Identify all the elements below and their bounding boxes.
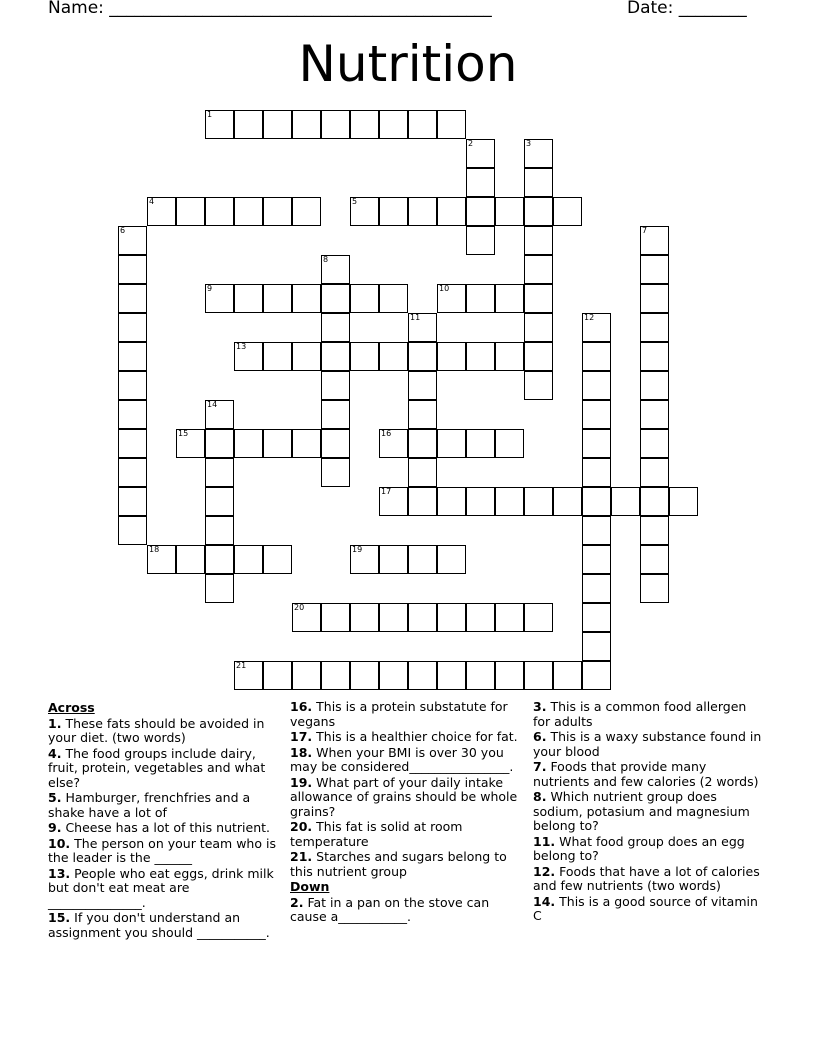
crossword-cell[interactable] — [321, 458, 350, 487]
clue-across-13: 13. People who eat eggs, drink milk but don't eat meat are _______________. — [48, 865, 274, 910]
crossword-cell[interactable] — [379, 661, 408, 690]
crossword-cell[interactable] — [118, 342, 147, 371]
crossword-cell[interactable] — [350, 110, 379, 139]
crossword-cell[interactable] — [321, 661, 350, 690]
crossword-cell[interactable] — [524, 313, 553, 342]
crossword-cell[interactable] — [234, 545, 263, 574]
crossword-cell[interactable] — [524, 342, 553, 371]
crossword-cell[interactable] — [263, 284, 292, 313]
crossword-cell[interactable] — [234, 110, 263, 139]
crossword-cell[interactable] — [234, 342, 263, 371]
crossword-cell[interactable] — [466, 429, 495, 458]
crossword-cell[interactable] — [292, 429, 321, 458]
clue-number: 2 — [468, 139, 474, 148]
crossword-cell[interactable] — [582, 487, 611, 516]
clue-number: 18 — [149, 545, 160, 554]
clue-down-7: 7. Foods that provide many nutrients and few calories (2 words) — [533, 759, 759, 789]
crossword-cell[interactable] — [408, 110, 437, 139]
crossword-cell[interactable] — [321, 110, 350, 139]
crossword-cell[interactable] — [640, 313, 669, 342]
crossword-cell[interactable] — [524, 168, 553, 197]
crossword-cell[interactable] — [321, 603, 350, 632]
crossword-cell[interactable] — [640, 400, 669, 429]
clue-across-20: 20. This fat is solid at room temperature — [290, 819, 463, 849]
crossword-cell[interactable] — [495, 603, 524, 632]
crossword-cell[interactable] — [379, 342, 408, 371]
crossword-cell[interactable] — [379, 487, 408, 516]
clue-number: 16 — [381, 429, 392, 438]
crossword-cell[interactable] — [582, 603, 611, 632]
crossword-cell[interactable] — [176, 197, 205, 226]
crossword-cell[interactable] — [437, 487, 466, 516]
crossword-cell[interactable] — [118, 516, 147, 545]
crossword-cell[interactable] — [582, 516, 611, 545]
crossword-cell[interactable] — [321, 284, 350, 313]
clue-down-6: 6. This is a waxy substance found in your blood — [533, 729, 762, 759]
clue-number: 19 — [352, 545, 363, 554]
crossword-cell[interactable] — [466, 226, 495, 255]
crossword-cell[interactable] — [379, 603, 408, 632]
crossword-cell[interactable] — [524, 661, 553, 690]
crossword-cell[interactable] — [118, 400, 147, 429]
crossword-cell[interactable] — [582, 661, 611, 690]
crossword-cell[interactable] — [205, 458, 234, 487]
clue-column-3 — [533, 700, 765, 925]
crossword-cell[interactable] — [205, 197, 234, 226]
crossword-cell[interactable] — [321, 371, 350, 400]
clue-number: 13 — [236, 342, 247, 351]
crossword-cell[interactable] — [176, 429, 205, 458]
crossword-cell[interactable] — [495, 284, 524, 313]
clue-across-5: 5. Hamburger, frenchfries and a shake have a lot of — [48, 790, 251, 820]
crossword-cell[interactable] — [263, 661, 292, 690]
clue-column-2 — [290, 700, 522, 926]
crossword-cell[interactable] — [379, 197, 408, 226]
crossword-cell[interactable] — [408, 342, 437, 371]
crossword-cell[interactable] — [524, 371, 553, 400]
crossword-cell[interactable] — [640, 284, 669, 313]
crossword-cell[interactable] — [466, 197, 495, 226]
clue-down-11: 11. What food group does an egg belong to? — [533, 833, 745, 863]
crossword-cell[interactable] — [118, 313, 147, 342]
clue-down-3: 3. This is a common food allergen for adults — [533, 699, 747, 729]
crossword-cell[interactable] — [495, 342, 524, 371]
crossword-cell[interactable] — [640, 255, 669, 284]
crossword-cell[interactable] — [118, 371, 147, 400]
clue-number: 10 — [439, 284, 450, 293]
crossword-cell[interactable] — [495, 661, 524, 690]
crossword-cell[interactable] — [205, 400, 234, 429]
down-heading: Down — [290, 879, 330, 894]
clue-down-14: 14. This is a good source of vitamin C — [533, 893, 758, 923]
crossword-cell[interactable] — [553, 487, 582, 516]
crossword-cell[interactable] — [466, 487, 495, 516]
crossword-cell[interactable] — [466, 342, 495, 371]
crossword-cell[interactable] — [495, 429, 524, 458]
crossword-cell[interactable] — [350, 603, 379, 632]
clue-across-1: 1. These fats should be avoided in your diet. (two words) — [48, 715, 265, 745]
crossword-cell[interactable] — [640, 458, 669, 487]
crossword-cell[interactable] — [640, 574, 669, 603]
crossword-cell[interactable] — [205, 110, 234, 139]
clue-across-15: 15. If you don't understand an assignment you should ___________. — [48, 910, 270, 940]
crossword-cell[interactable] — [205, 284, 234, 313]
crossword-cell[interactable] — [408, 661, 437, 690]
clue-number: 5 — [352, 197, 358, 206]
crossword-cell[interactable] — [640, 429, 669, 458]
crossword-cell[interactable] — [118, 458, 147, 487]
crossword-cell[interactable] — [118, 429, 147, 458]
crossword-cell[interactable] — [408, 458, 437, 487]
crossword-cell[interactable] — [350, 661, 379, 690]
page-title: Nutrition — [298, 35, 518, 93]
crossword-cell[interactable] — [205, 516, 234, 545]
crossword-cell[interactable] — [234, 284, 263, 313]
crossword-cell[interactable] — [234, 197, 263, 226]
clue-across-19: 19. What part of your daily intake allowance of grains should be whole grains? — [290, 774, 518, 819]
crossword-cell[interactable] — [408, 487, 437, 516]
clue-number: 12 — [584, 313, 595, 322]
crossword-cell[interactable] — [379, 110, 408, 139]
crossword-cell[interactable] — [466, 603, 495, 632]
crossword-cell[interactable] — [292, 110, 321, 139]
crossword-cell[interactable] — [437, 661, 466, 690]
crossword-cell[interactable] — [582, 429, 611, 458]
crossword-cell[interactable] — [263, 342, 292, 371]
clue-across-9: 9. Cheese has a lot of this nutrient. — [48, 820, 270, 835]
crossword-cell[interactable] — [118, 226, 147, 255]
crossword-cell[interactable] — [408, 197, 437, 226]
crossword-cell[interactable] — [205, 487, 234, 516]
crossword-cell[interactable] — [553, 661, 582, 690]
crossword-cell[interactable] — [582, 545, 611, 574]
crossword-cell[interactable] — [321, 255, 350, 284]
crossword-cell[interactable] — [582, 313, 611, 342]
crossword-cell[interactable] — [582, 400, 611, 429]
clue-number: 21 — [236, 661, 247, 670]
clue-across-17: 17. This is a healthier choice for fat. — [290, 729, 518, 744]
crossword-cell[interactable] — [640, 487, 669, 516]
crossword-cell[interactable] — [640, 545, 669, 574]
clue-number: 8 — [323, 255, 329, 264]
crossword-cell[interactable] — [582, 371, 611, 400]
clue-across-16: 16. This is a protein substatute for vegans — [290, 699, 508, 729]
crossword-cell[interactable] — [350, 545, 379, 574]
crossword-cell[interactable] — [263, 197, 292, 226]
crossword-cell[interactable] — [524, 197, 553, 226]
crossword-cell[interactable] — [640, 371, 669, 400]
crossword-cell[interactable] — [582, 458, 611, 487]
crossword-cell[interactable] — [408, 371, 437, 400]
clue-across-10: 10. The person on your team who is the leader is the ______ — [48, 835, 276, 865]
clue-number: 20 — [294, 603, 305, 612]
crossword-cell[interactable] — [408, 545, 437, 574]
crossword-cell[interactable] — [524, 255, 553, 284]
crossword-cell[interactable] — [437, 545, 466, 574]
crossword-cell[interactable] — [379, 429, 408, 458]
date-field[interactable]: Date: ________ — [627, 0, 747, 18]
crossword-cell[interactable] — [466, 284, 495, 313]
crossword-cell[interactable] — [495, 487, 524, 516]
clue-across-21: 21. Starches and sugars belong to this nutrient group — [290, 849, 507, 879]
crossword-cell[interactable] — [524, 487, 553, 516]
crossword-cell[interactable] — [408, 400, 437, 429]
crossword-cell[interactable] — [408, 313, 437, 342]
crossword-cell[interactable] — [118, 487, 147, 516]
crossword-cell[interactable] — [408, 603, 437, 632]
clue-column-1 — [48, 701, 280, 941]
crossword-cell[interactable] — [524, 603, 553, 632]
clue-number: 11 — [410, 313, 421, 322]
crossword-cell[interactable] — [582, 342, 611, 371]
crossword-cell[interactable] — [582, 632, 611, 661]
crossword-cell[interactable] — [350, 197, 379, 226]
crossword-cell[interactable] — [321, 313, 350, 342]
crossword-cell[interactable] — [495, 197, 524, 226]
clue-down-12: 12. Foods that have a lot of calories and few nutrients (two words) — [533, 863, 760, 893]
name-field[interactable]: Name: _____________________________________________ — [48, 0, 492, 18]
crossword-cell[interactable] — [205, 574, 234, 603]
crossword-cell[interactable] — [408, 429, 437, 458]
crossword-cell[interactable] — [524, 139, 553, 168]
crossword-cell[interactable] — [292, 197, 321, 226]
crossword-cell[interactable] — [234, 429, 263, 458]
crossword-cell[interactable] — [437, 284, 466, 313]
clue-down-2: 2. Fat in a pan on the stove can cause a___________. — [290, 894, 490, 924]
crossword-cell[interactable] — [640, 516, 669, 545]
crossword-cell[interactable] — [321, 342, 350, 371]
crossword-cell[interactable] — [147, 545, 176, 574]
crossword-cell[interactable] — [379, 545, 408, 574]
crossword-cell[interactable] — [205, 429, 234, 458]
crossword-cell[interactable] — [437, 342, 466, 371]
crossword-cell[interactable] — [205, 545, 234, 574]
crossword-cell[interactable] — [466, 661, 495, 690]
crossword-cell[interactable] — [437, 197, 466, 226]
crossword-cell[interactable] — [292, 603, 321, 632]
crossword-cell[interactable] — [640, 226, 669, 255]
crossword-cell[interactable] — [669, 487, 698, 516]
crossword-cell[interactable] — [263, 110, 292, 139]
crossword-cell[interactable] — [640, 342, 669, 371]
crossword-cell[interactable] — [292, 661, 321, 690]
crossword-cell[interactable] — [437, 603, 466, 632]
crossword-cell[interactable] — [524, 284, 553, 313]
crossword-cell[interactable] — [321, 400, 350, 429]
crossword-cell[interactable] — [611, 487, 640, 516]
clue-number: 9 — [207, 284, 213, 293]
crossword-cell[interactable] — [321, 429, 350, 458]
clue-number: 3 — [526, 139, 532, 148]
clue-number: 1 — [207, 110, 213, 119]
crossword-cell[interactable] — [437, 429, 466, 458]
crossword-cell[interactable] — [437, 110, 466, 139]
clue-number: 4 — [149, 197, 155, 206]
clue-across-18: 18. When your BMI is over 30 you may be considered________________. — [290, 744, 514, 774]
crossword-cell[interactable] — [292, 342, 321, 371]
clue-down-8: 8. Which nutrient group does sodium, potasium and magnesium belong to? — [533, 789, 750, 833]
crossword-cell[interactable] — [466, 139, 495, 168]
crossword-cell[interactable] — [263, 429, 292, 458]
crossword-cell[interactable] — [553, 197, 582, 226]
clue-number: 6 — [120, 226, 126, 235]
clue-number: 17 — [381, 487, 392, 496]
clue-number: 14 — [207, 400, 218, 409]
crossword-cell[interactable] — [118, 284, 147, 313]
crossword-cell[interactable] — [379, 284, 408, 313]
across-heading: Across — [48, 700, 95, 715]
crossword-cell[interactable] — [176, 545, 205, 574]
crossword-cell[interactable] — [582, 574, 611, 603]
crossword-cell[interactable] — [350, 342, 379, 371]
crossword-cell[interactable] — [466, 168, 495, 197]
crossword-cell[interactable] — [118, 255, 147, 284]
crossword-cell[interactable] — [234, 661, 263, 690]
crossword-cell[interactable] — [147, 197, 176, 226]
crossword-cell[interactable] — [263, 545, 292, 574]
clue-number: 15 — [178, 429, 189, 438]
crossword-cell[interactable] — [350, 284, 379, 313]
clue-across-4: 4. The food groups include dairy, fruit, protein, vegetables and what else? — [48, 745, 266, 790]
crossword-cell[interactable] — [524, 226, 553, 255]
crossword-cell[interactable] — [292, 284, 321, 313]
clue-number: 7 — [642, 226, 648, 235]
